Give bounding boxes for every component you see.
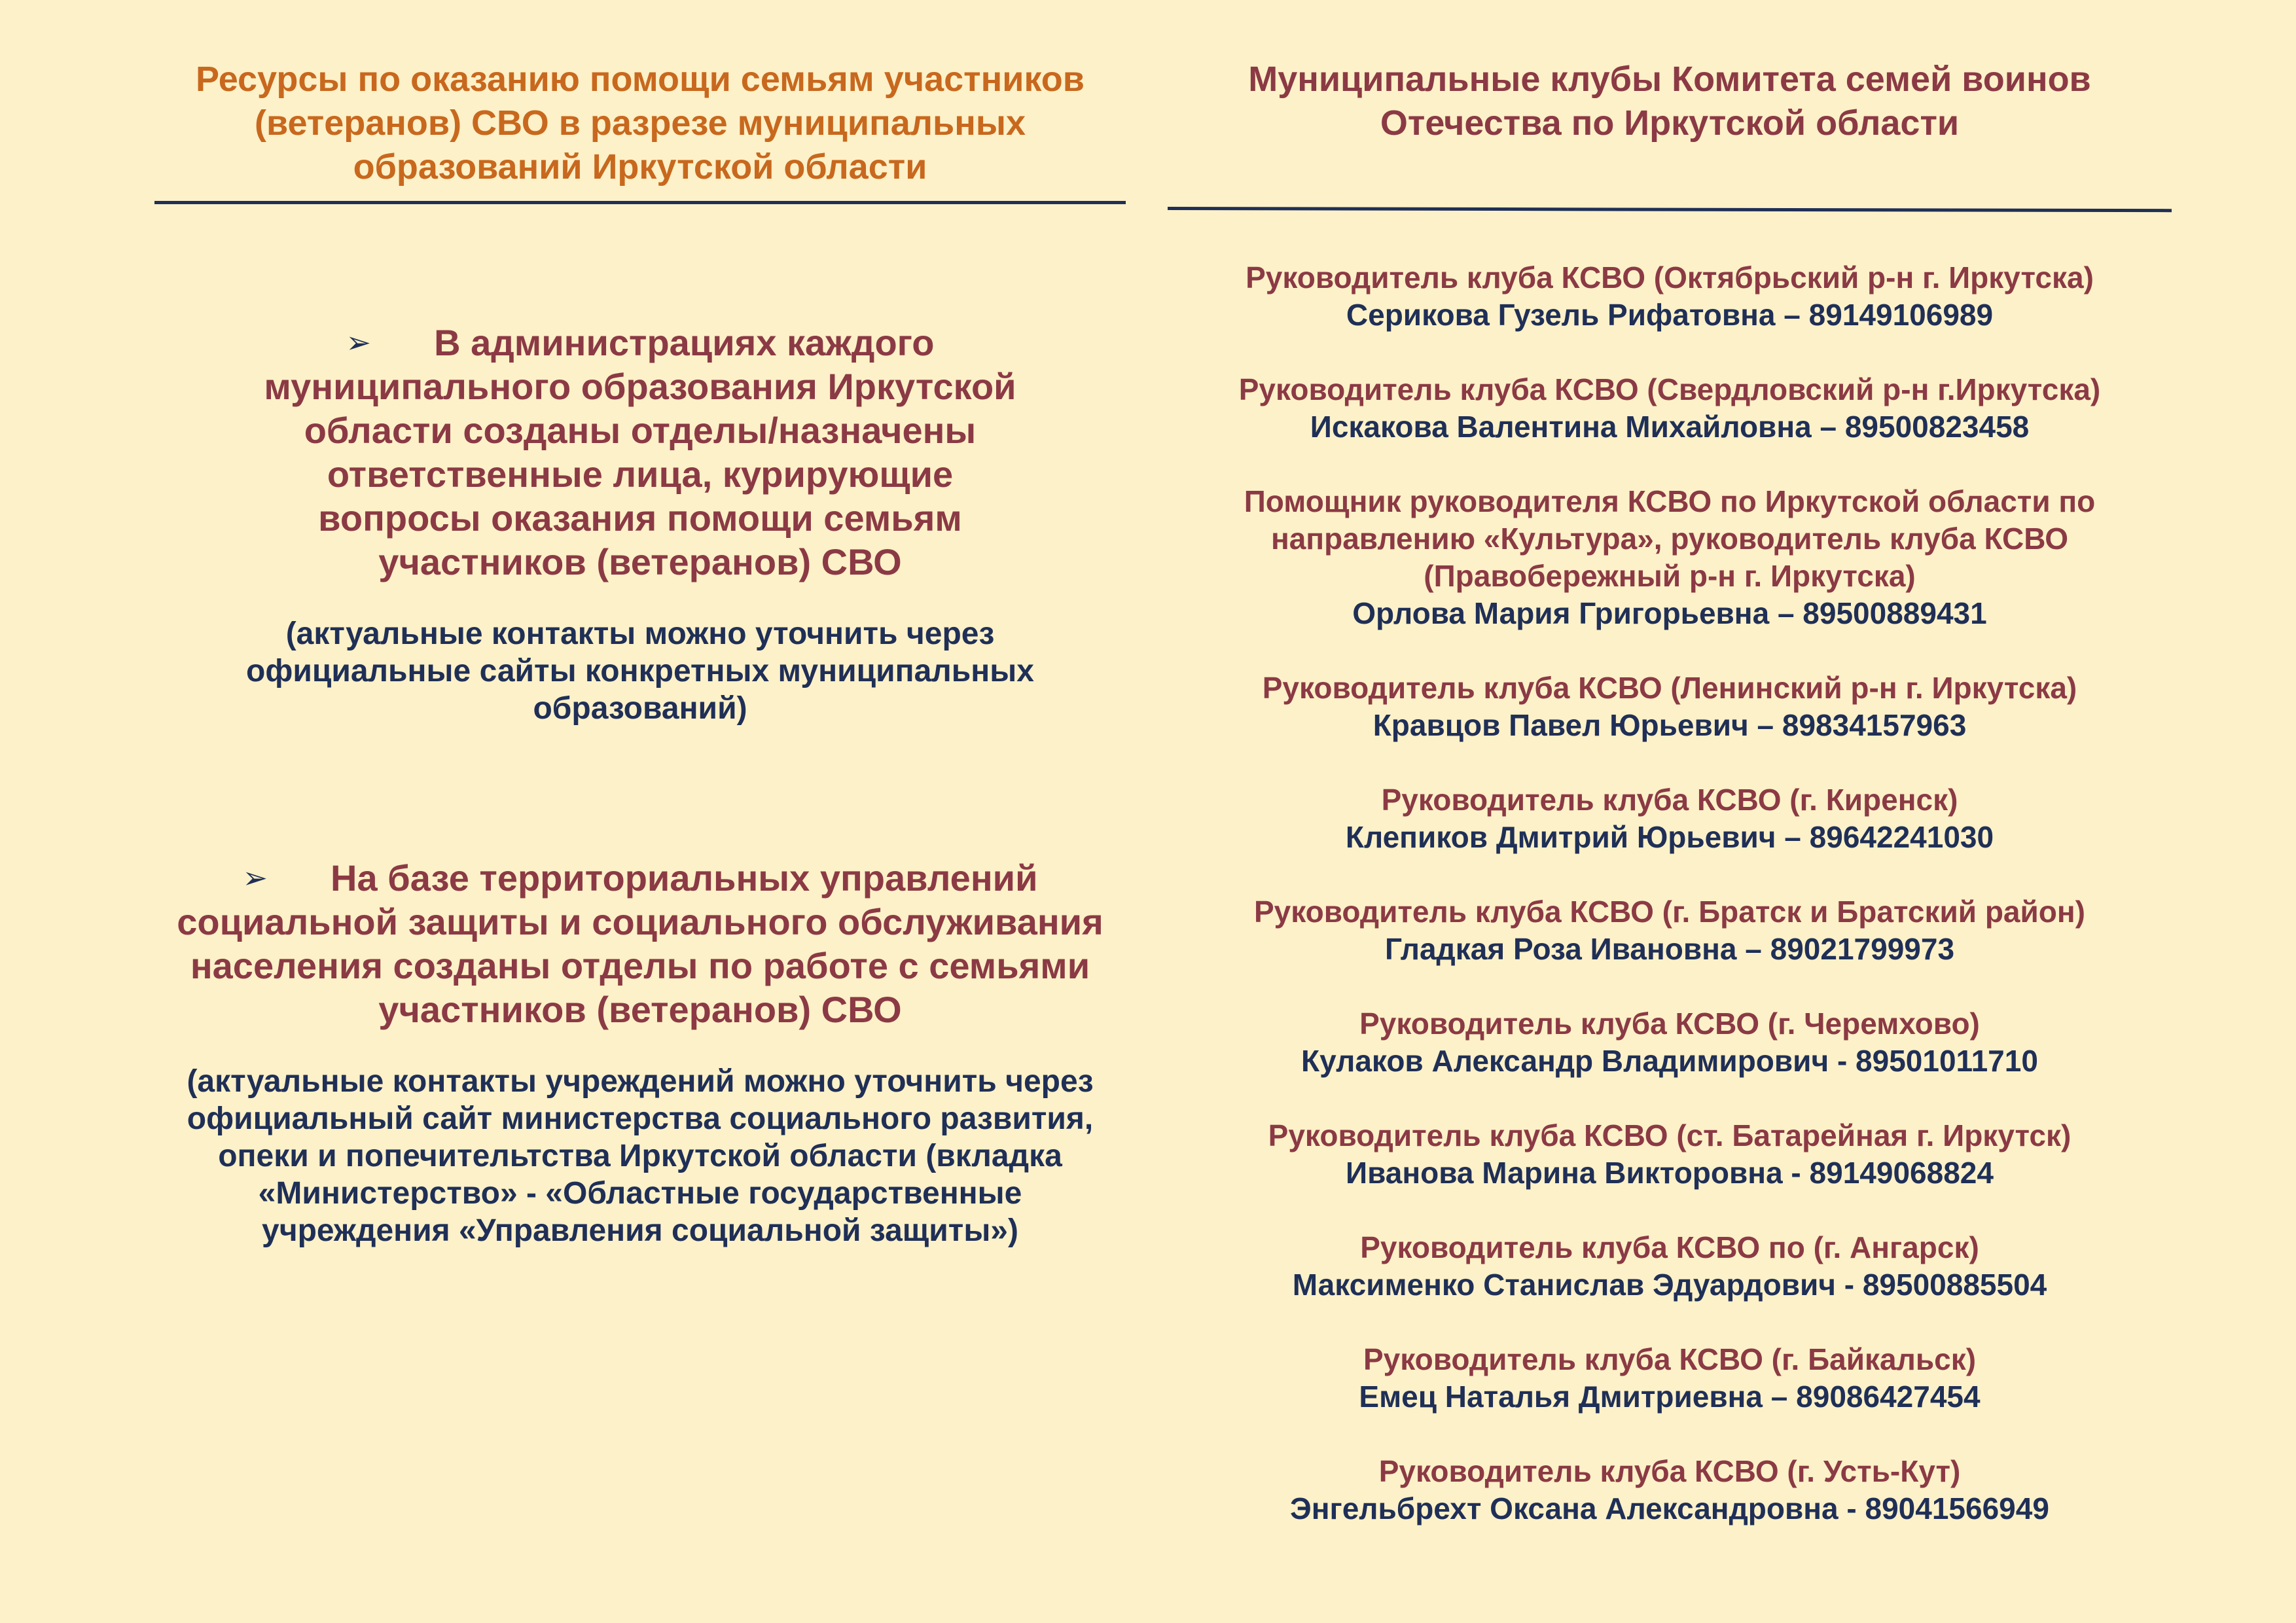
club-role: Руководитель клуба КСВО (Свердловский р-н г.Иркутска) <box>1238 372 2101 406</box>
resource-note: (актуальные контакты можно уточнить через официальные сайты конкретных муниципальных образований) <box>246 616 1034 726</box>
arrow-bullet-icon: ➢ <box>242 861 268 895</box>
club-contact: Иванова Марина Викторовна - 89149068824 <box>1346 1156 1994 1190</box>
club-role: Руководитель клуба КСВО (г. Черемхово) <box>1359 1007 1980 1041</box>
club-entry <box>1168 893 2172 968</box>
club-role: Руководитель клуба КСВО (г. Киренск) <box>1381 783 1958 817</box>
club-entry <box>1168 1005 2172 1080</box>
resource-note: (актуальные контакты учреждений можно уточнить через официальный сайт министерства социального развития, опеки и попечительтства Иркутской области (вкладка «Министерство» - «Областные государственные учреждения «Управления социальной защиты») <box>187 1064 1094 1248</box>
right-divider <box>1168 207 2172 212</box>
resource-heading-text: В администрациях каждого муниципального образования Иркутской области созданы отделы/назначены ответственные лица, курирующие вопросы оказания помощи семьям участников (ветеранов) СВО <box>264 322 1016 582</box>
club-role: Руководитель клуба КСВО (Ленинский р-н г. Иркутска) <box>1262 671 2077 705</box>
club-entry <box>1168 371 2172 446</box>
club-entry <box>1168 781 2172 856</box>
resource-heading-text: На базе территориальных управлений социальной защиты и социального обслуживания населения созданы отделы по работе с семьями участников (ветеранов) СВО <box>177 857 1103 1030</box>
left-title: Ресурсы по оказанию помощи семьям участников (ветеранов) СВО в разрезе муниципальных образований Иркутской области <box>196 60 1085 187</box>
arrow-bullet-icon: ➢ <box>346 325 372 359</box>
club-entry <box>1168 483 2172 632</box>
right-title: Муниципальные клубы Комитета семей воинов Отечества по Иркутской области <box>1248 60 2091 143</box>
club-contact: Серикова Гузель Рифатовна – 89149106989 <box>1346 298 1994 332</box>
resource-heading <box>154 856 1126 1031</box>
resource-block-social-protection <box>154 856 1126 1249</box>
club-contact: Орлова Мария Григорьевна – 89500889431 <box>1352 596 1987 630</box>
club-contact: Клепиков Дмитрий Юрьевич – 89642241030 <box>1345 820 1994 854</box>
club-contact: Максименко Станислав Эдуардович - 89500885504 <box>1292 1268 2047 1302</box>
club-role: Руководитель клуба КСВО (г. Байкальск) <box>1363 1342 1977 1376</box>
club-contact: Кулаков Александр Владимирович - 89501011710 <box>1301 1044 2038 1078</box>
club-contact: Емец Наталья Дмитриевна – 89086427454 <box>1359 1380 1981 1414</box>
club-contact: Кравцов Павел Юрьевич – 89834157963 <box>1372 708 1967 742</box>
club-role: Руководитель клуба КСВО (г. Усть-Кут) <box>1378 1454 1961 1488</box>
club-contact: Искакова Валентина Михайловна – 89500823458 <box>1310 410 2030 444</box>
club-entry <box>1168 1341 2172 1416</box>
left-divider <box>154 201 1126 204</box>
club-entry <box>1168 1229 2172 1304</box>
club-contact: Гладкая Роза Ивановна – 89021799973 <box>1384 932 1955 966</box>
club-contact: Энгельбрехт Оксана Александровна - 89041566949 <box>1290 1491 2049 1525</box>
clubs-list <box>1168 259 2172 1565</box>
club-entry <box>1168 1453 2172 1527</box>
club-role: Руководитель клуба КСВО по (г. Ангарск) <box>1360 1230 1979 1264</box>
resource-block-administrations <box>154 321 1126 727</box>
club-entry <box>1168 259 2172 334</box>
club-entry <box>1168 1117 2172 1192</box>
club-role: Руководитель клуба КСВО (г. Братск и Братский район) <box>1253 895 2085 929</box>
club-entry <box>1168 669 2172 744</box>
club-role: Помощник руководителя КСВО по Иркутской области по направлению «Культура», руководитель клуба КСВО (Правобережный р-н г. Иркутска) <box>1244 484 2096 593</box>
resource-heading <box>154 321 1126 584</box>
club-role: Руководитель клуба КСВО (Октябрьский р-н г. Иркутска) <box>1246 260 2094 294</box>
club-role: Руководитель клуба КСВО (ст. Батарейная г. Иркутск) <box>1268 1118 2072 1152</box>
